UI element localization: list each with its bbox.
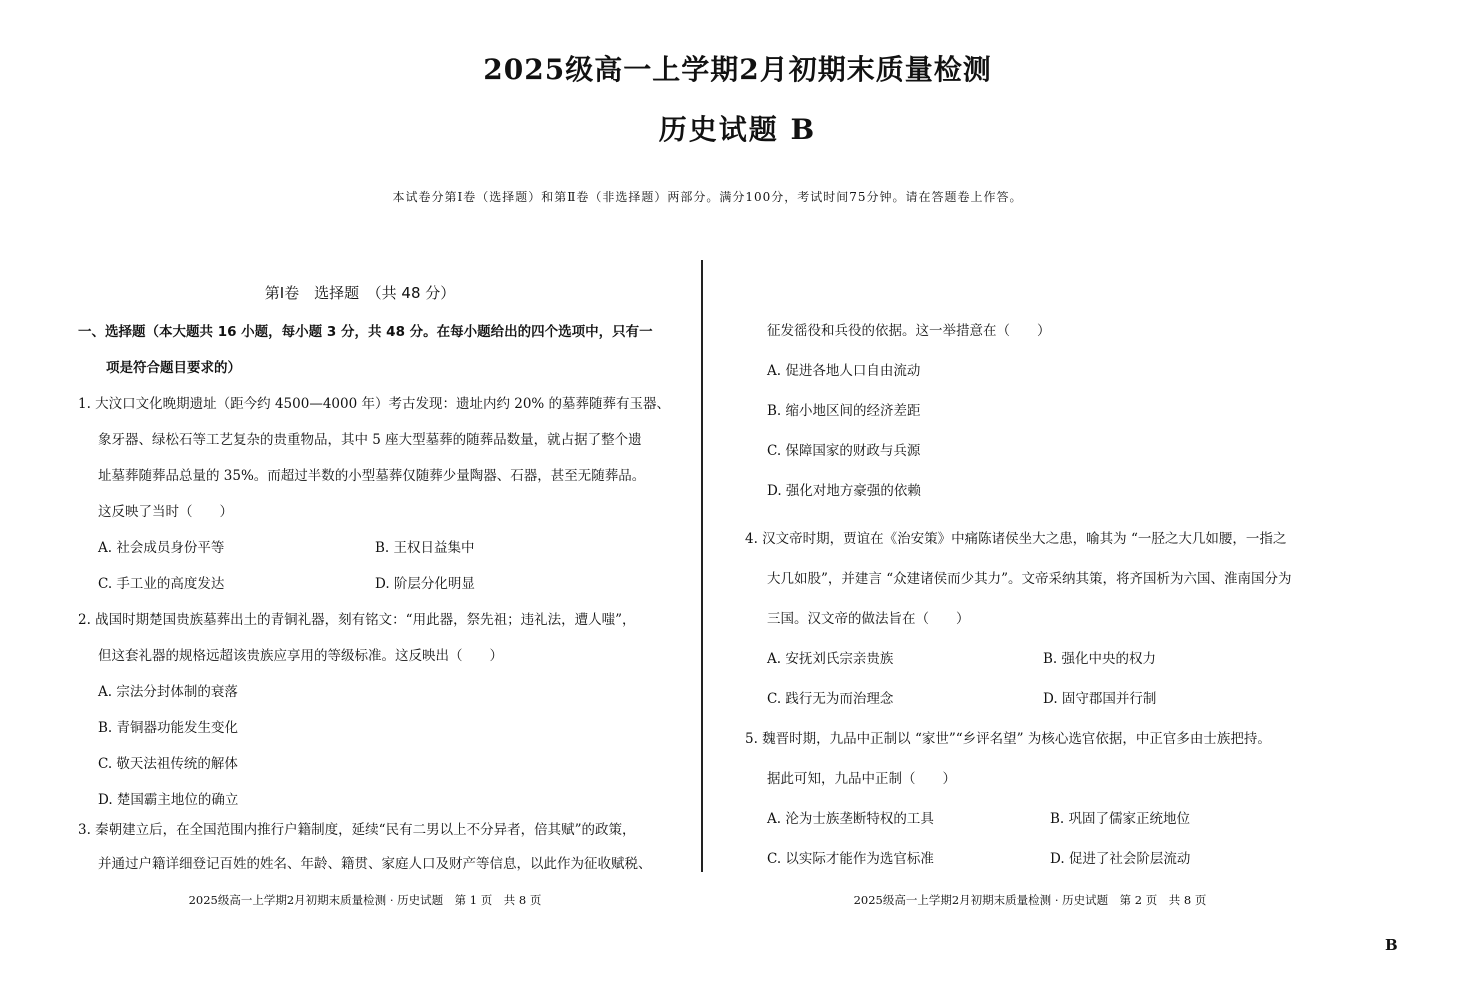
question-1-line: 址墓葬随葬品总量的 35%。而超过半数的小型墓葬仅随葬少量陶器、石器，甚至无随葬品。 <box>98 468 646 484</box>
column-divider <box>701 260 703 872</box>
question-2-option-c: C. 敬天法祖传统的解体 <box>98 756 238 772</box>
question-4-line: 大几如股”，并建言 “众建诸侯而少其力”。文帝采纳其策，将齐国析为六国、淮南国分为 <box>767 571 1292 587</box>
question-1-option-a: A. 社会成员身份平等 <box>98 540 225 556</box>
question-3-option-b: B. 缩小地区间的经济差距 <box>767 403 921 419</box>
question-1-line: 1. 大汶口文化晚期遗址（距今约 4500—4000 年）考古发现：遗址内约 20% 的墓葬随葬有玉器、 <box>78 396 671 412</box>
question-2-option-b: B. 青铜器功能发生变化 <box>98 720 239 736</box>
version-mark: B <box>1385 936 1398 954</box>
section-title: 第Ⅰ卷 选择题 （共 48 分） <box>264 284 456 302</box>
question-1-line: 这反映了当时（ ） <box>98 504 233 520</box>
question-2-option-a: A. 宗法分封体制的衰落 <box>98 684 238 700</box>
question-3-option-d: D. 强化对地方豪强的依赖 <box>767 483 921 499</box>
question-5-option-a: A. 沦为士族垄断特权的工具 <box>767 811 934 827</box>
exam-intro: 本试卷分第Ⅰ卷（选择题）和第Ⅱ卷（非选择题）两部分。满分100分，考试时间75分钟。请在答题卷上作答。 <box>392 190 1023 204</box>
page-footer-left: 2025级高一上学期2月初期末质量检测 · 历史试题 第 1 页 共 8 页 <box>188 893 542 907</box>
question-3-line: 征发徭役和兵役的依据。这一举措意在（ ） <box>767 323 1051 339</box>
question-2-option-d: D. 楚国霸主地位的确立 <box>98 792 239 808</box>
question-3-line: 3. 秦朝建立后，在全国范围内推行户籍制度，延续“民有二男以上不分异者，倍其赋”的政策， <box>78 822 636 838</box>
question-4-option-a: A. 安抚刘氏宗亲贵族 <box>767 651 894 667</box>
question-1-option-d: D. 阶层分化明显 <box>375 576 475 592</box>
section-instruction-line1: 一、选择题（本大题共 16 小题，每小题 3 分，共 48 分。在每小题给出的四个选项中，只有一 <box>78 324 653 340</box>
question-5-line: 5. 魏晋时期，九品中正制以 “家世”“乡评名望” 为核心选官依据，中正官多由士族把持。 <box>745 731 1271 747</box>
question-3-line: 并通过户籍详细登记百姓的姓名、年龄、籍贯、家庭人口及财产等信息，以此作为征收赋税、 <box>98 856 652 872</box>
exam-subtitle: 历史试题 B <box>658 113 817 146</box>
question-1-line: 象牙器、绿松石等工艺复杂的贵重物品，其中 5 座大型墓葬的随葬品数量，就占据了整个遗 <box>98 432 642 448</box>
question-4-option-c: C. 践行无为而治理念 <box>767 691 894 707</box>
question-4-option-d: D. 固守郡国并行制 <box>1043 691 1157 707</box>
question-4-line: 三国。汉文帝的做法旨在（ ） <box>767 611 970 627</box>
question-1-option-b: B. 王权日益集中 <box>375 540 475 556</box>
question-5-option-b: B. 巩固了儒家正统地位 <box>1050 811 1191 827</box>
section-instruction-line2: 项是符合题目要求的） <box>106 360 241 376</box>
question-5-line: 据此可知，九品中正制（ ） <box>767 771 956 787</box>
page-footer-right: 2025级高一上学期2月初期末质量检测 · 历史试题 第 2 页 共 8 页 <box>853 893 1207 907</box>
question-2-line: 但这套礼器的规格远超该贵族应享用的等级标准。这反映出（ ） <box>98 648 503 664</box>
question-5-option-c: C. 以实际才能作为选官标准 <box>767 851 934 867</box>
question-4-line: 4. 汉文帝时期，贾谊在《治安策》中痛陈诸侯坐大之患，喻其为 “一胫之大几如腰，一指之 <box>745 531 1287 547</box>
question-3-option-a: A. 促进各地人口自由流动 <box>767 363 921 379</box>
question-2-line: 2. 战国时期楚国贵族墓葬出土的青铜礼器，刻有铭文：“用此器，祭先祖；违礼法，遭人嗤”， <box>78 612 636 628</box>
question-3-option-c: C. 保障国家的财政与兵源 <box>767 443 921 459</box>
exam-title: 2025级高一上学期2月初期末质量检测 <box>483 53 992 86</box>
question-1-option-c: C. 手工业的高度发达 <box>98 576 225 592</box>
question-5-option-d: D. 促进了社会阶层流动 <box>1050 851 1191 867</box>
question-4-option-b: B. 强化中央的权力 <box>1043 651 1157 667</box>
